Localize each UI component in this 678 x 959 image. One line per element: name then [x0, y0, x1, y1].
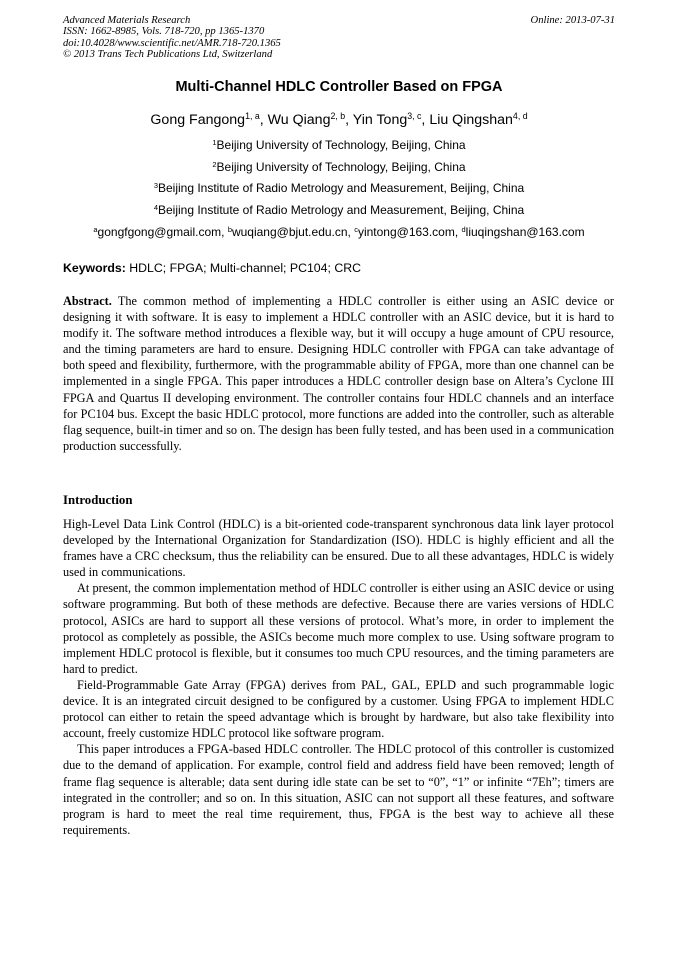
email-sup: b: [227, 224, 232, 234]
introduction-body: [63, 516, 614, 838]
author-name: Wu Qiang: [267, 112, 331, 128]
author-name: Gong Fangong: [150, 112, 246, 128]
affiliation-text: Beijing University of Technology, Beijing, China: [216, 138, 466, 152]
abstract-text: The common method of implementing a HDLC controller is either using an ASIC device or designing it with software. It is easy to implement a HDLC controller with an ASIC device, but it is hard to modify it. The software method introduces a flexible way, but it will occupy a huge amount of CPU resource, and the timing parameters are hard to ensure. Designing HDLC controller with FPGA can take advantage of both speed and flexibility, furthermore, with the programmable ability of FPGA, more than one channel can be implemented in a single FPGA. This paper introduces a HDLC controller design base on Altera’s Cyclone III FPGA and Quartus II developing environment. The controller contains four HDLC channels and an interface for PC104 bus. Except the basic HDLC protocol, more functions are added into the controller, such as alterable flag sequence, built-in timer and so on. The design has been fully tested, and has been used in a communication production successfully.: [63, 294, 614, 453]
affiliation-sup: 2: [212, 159, 217, 169]
email-address[interactable]: gongfgong@gmail.com: [97, 225, 222, 239]
affiliation-text: Beijing Institute of Radio Metrology and Measurement, Beijing, China: [157, 181, 525, 195]
affiliation-sup: 1: [212, 137, 217, 147]
author-sup: 4, d: [512, 111, 528, 122]
email-address[interactable]: wuqiang@bjut.edu.cn: [231, 225, 348, 239]
author-sup: 2, b: [330, 111, 346, 122]
online-date: Online: 2013-07-31: [530, 15, 615, 26]
intro-paragraph: This paper introduces a FPGA-based HDLC controller. The HDLC protocol of this controller is customized due to the demand of application. For example, control field and address field have been removed; length of frame flag sequence is alterable; data sent during idle state can be set to “0”, “1” or infinite “7Eh”; timers are integrated in the controller; and so on. In this situation, ASIC can not support all these features, and software program is hard to meet the real time requirement, thus, FPGA is the best way to achieve all these requirements.: [63, 742, 614, 837]
author-list: Gong Fangong$^{1, a}$, Wu Qiang$^{2, b}$, Yin Tong$^{3, c}$, Liu Qingshan$^{4, d}$: [150, 111, 528, 128]
intro-paragraph: Field-Programmable Gate Array (FPGA) derives from PAL, GAL, EPLD and such programmable logic device. It is an integrated circuit designed to be configured by a customer. Using FPGA to implement HDLC protocol can either to retain the speed advantage which is brought by hardware, but also take flexibility into account, freely customize HDLC protocol like software program.: [63, 677, 614, 741]
paper-title: Multi-Channel HDLC Controller Based on FPGA: [175, 79, 503, 95]
abstract: [63, 293, 614, 454]
affiliation-4: [0, 203, 678, 217]
affiliation-sup: 3: [153, 180, 158, 190]
keywords: [63, 261, 361, 275]
affiliation-text: Beijing University of Technology, Beijing, China: [216, 160, 466, 174]
introduction-heading: Introduction: [63, 493, 133, 507]
journal-name: Advanced Materials Research: [63, 15, 191, 26]
intro-paragraph: High-Level Data Link Control (HDLC) is a bit-oriented code-transparent synchronous data link layer protocol developed by the International Organization for Standardization (ISO). HDLC is highly efficient and all the frames have a CRC checksum, thus the reliability can be ensured. Due to all these advantages, HDLC is widely used in communications.: [63, 517, 614, 580]
email-sup: a: [93, 224, 98, 234]
author-name: Yin Tong: [352, 112, 408, 128]
affiliation-sup: 4: [153, 202, 158, 212]
issn-line: ISSN: 1662-8985, Vols. 718-720, pp 1365-1370: [63, 26, 265, 38]
email-sup: d: [461, 224, 466, 234]
affiliation-1: [0, 138, 678, 152]
affiliation-3: [0, 181, 678, 195]
affiliation-text: Beijing Institute of Radio Metrology and Measurement, Beijing, China: [157, 203, 525, 217]
abstract-label: Abstract.: [63, 294, 112, 308]
intro-paragraph: At present, the common implementation method of HDLC controller is either using an ASIC device or using software programming. But both of these methods are defective. Because there are varies versions of HDLC protocol, ASICs are hard to support all these versions of protocol. What’s more, in order to implement the protocol as completely as possible, the ASICs become much more complex to use. Using software program to implement HDLC protocol is flexible, but it consumes too much CPU resources, and the timing parameters are hard to predict.: [63, 581, 614, 676]
doi-line: doi:10.4028/www.scientific.net/AMR.718-720.1365: [63, 37, 281, 49]
author-sup: 1, a: [245, 111, 260, 122]
author-sup: 3, c: [407, 111, 422, 122]
keywords-text: HDLC; FPGA; Multi-channel; PC104; CRC: [129, 261, 361, 275]
email-list: $^a$gongfgong@gmail.com, $^b$wuqiang@bjut.edu.cn, $^c$yintong@163.com, $^d$liuqingshan@163.com: [93, 224, 585, 239]
affiliation-2: [0, 160, 678, 174]
keywords-label: Keywords:: [63, 261, 126, 275]
author-name: Liu Qingshan: [429, 112, 513, 128]
email-sup: c: [354, 224, 358, 234]
copyright-line: © 2013 Trans Tech Publications Ltd, Switzerland: [63, 49, 273, 61]
journal-header: [63, 15, 615, 61]
email-address[interactable]: liuqingshan@163.com: [465, 225, 585, 239]
email-address[interactable]: yintong@163.com: [357, 225, 455, 239]
